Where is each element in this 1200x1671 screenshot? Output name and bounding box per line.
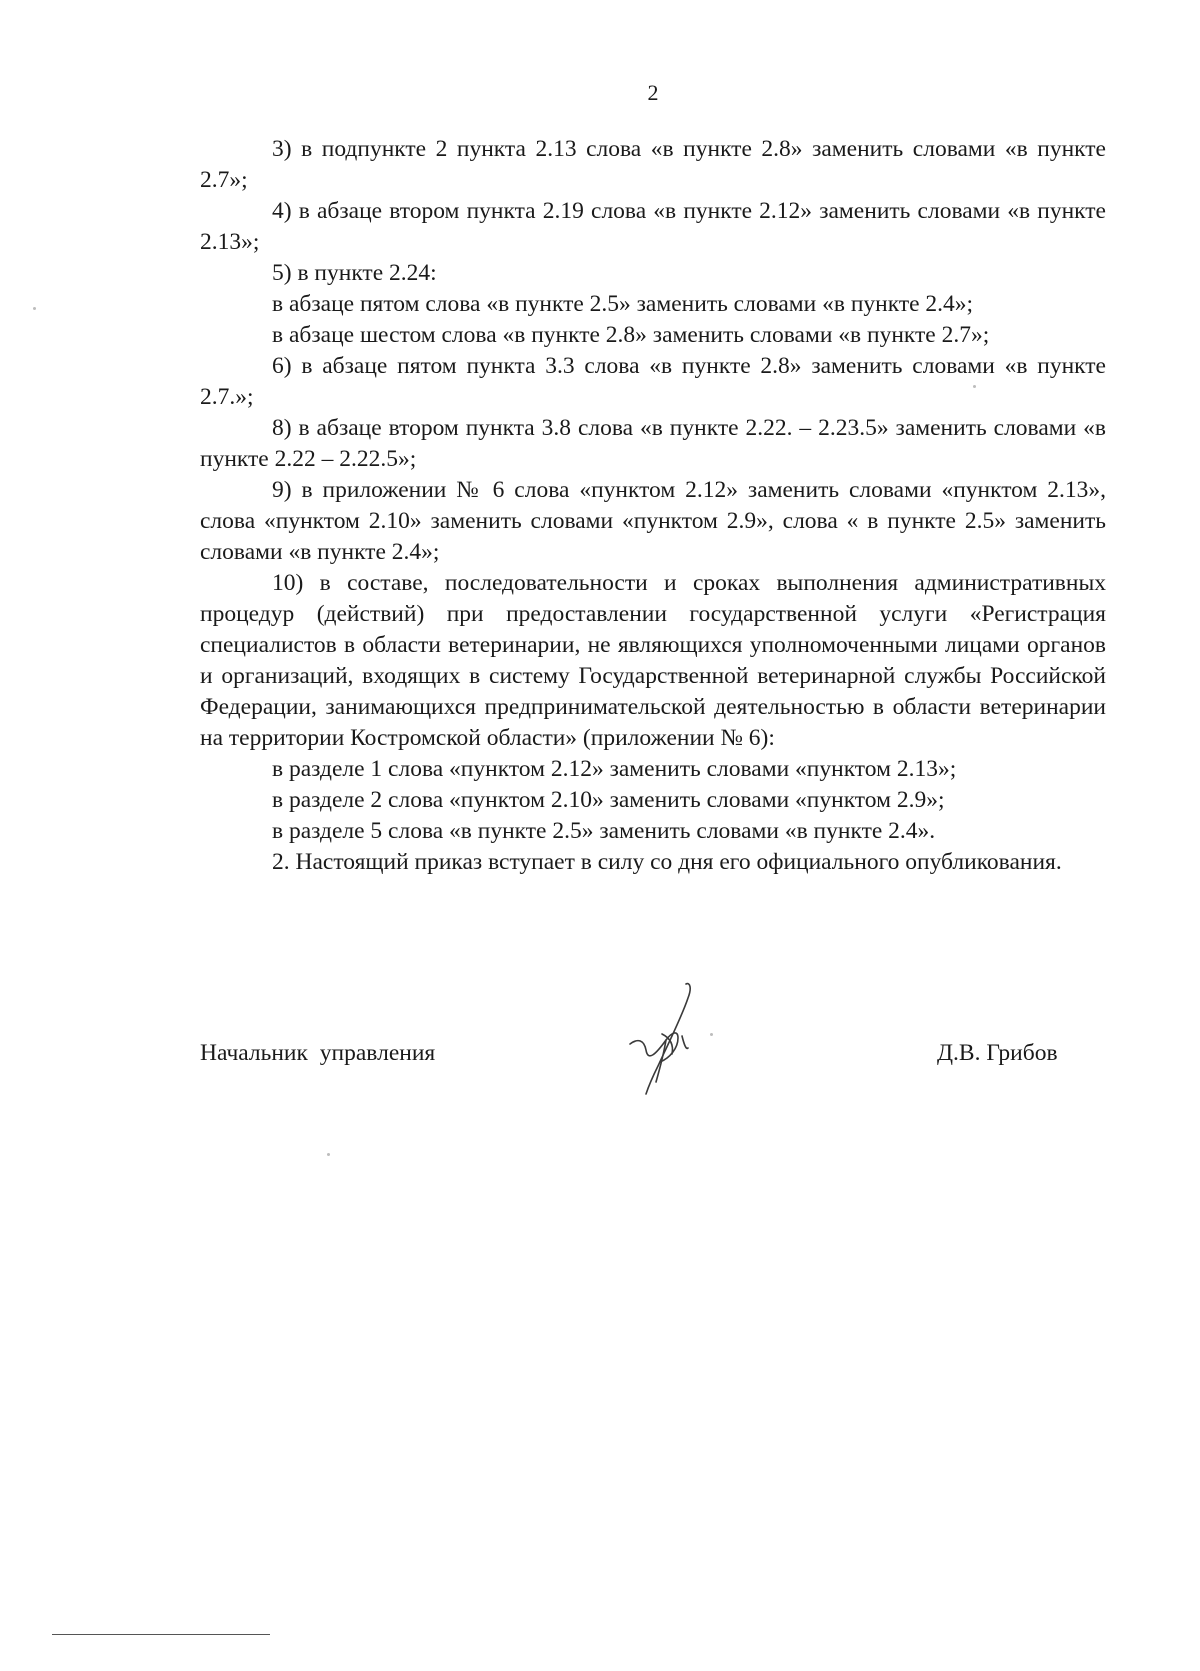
paragraph-5: 5) в пункте 2.24: [272,260,437,286]
paragraph-8: 8) в абзаце втором пункта 3.8 слова «в пункте 2.22. – 2.23.5» заменить словами «в пункте 2.22 – 2.22.5»; [200,415,1106,472]
paragraph-10: 10) в составе, последовательности и сроках выполнения административных процедур (действий) при предоставлении государственной услуги «Регистрация специалистов в области ветеринарии, не являющихся уполномоченными лицами органов и организаций, входящих в систему Государственной ветеринарной службы Российской Федерации, занимающихся предпринимательской деятельностью в области ветеринарии на территории Костромской области» (приложении № 6): [200,570,1106,751]
paragraph-6: 6) в абзаце пятом пункта 3.3 слова «в пункте 2.8» заменить словами «в пункте 2.7.»; [200,353,1106,410]
paragraph-4: 4) в абзаце втором пункта 2.19 слова «в пункте 2.12» заменить словами «в пункте 2.13»; [200,198,1106,255]
signatory-position: Начальник управления [200,1040,436,1066]
paragraph-10-section-5: в разделе 5 слова «в пункте 2.5» заменить словами «в пункте 2.4». [272,818,936,844]
scan-speck [327,1153,330,1156]
signatory-name: Д.В. Грибов [937,1040,1058,1066]
paragraph-5-abzac-6: в абзаце шестом слова «в пункте 2.8» заменить словами «в пункте 2.7»; [272,322,990,348]
paragraph-effective-date: 2. Настоящий приказ вступает в силу со дня его официального опубликования. [272,849,1062,875]
page-number: 2 [647,80,659,105]
paragraph-5-abzac-5: в абзаце пятом слова «в пункте 2.5» заменить словами «в пункте 2.4»; [272,291,974,317]
scan-speck [973,385,976,388]
document-body [200,134,1106,878]
paragraph-10-section-2: в разделе 2 слова «пунктом 2.10» заменить словами «пунктом 2.9»; [272,787,945,813]
paragraph-10-section-1: в разделе 1 слова «пунктом 2.12» заменить словами «пунктом 2.13»; [272,756,957,782]
footer-rule [52,1634,270,1635]
handwritten-signature [626,978,726,1098]
paragraph-9: 9) в приложении № 6 слова «пунктом 2.12» заменить словами «пунктом 2.13», слова «пунктом 2.10» заменить словами «пунктом 2.9», слова « в пункте 2.5» заменить словами «в пункте 2.4»; [200,477,1106,565]
scan-speck [33,307,36,310]
scan-speck [710,1033,713,1036]
paragraph-3: 3) в подпункте 2 пункта 2.13 слова «в пункте 2.8» заменить словами «в пункте 2.7»; [200,136,1106,193]
